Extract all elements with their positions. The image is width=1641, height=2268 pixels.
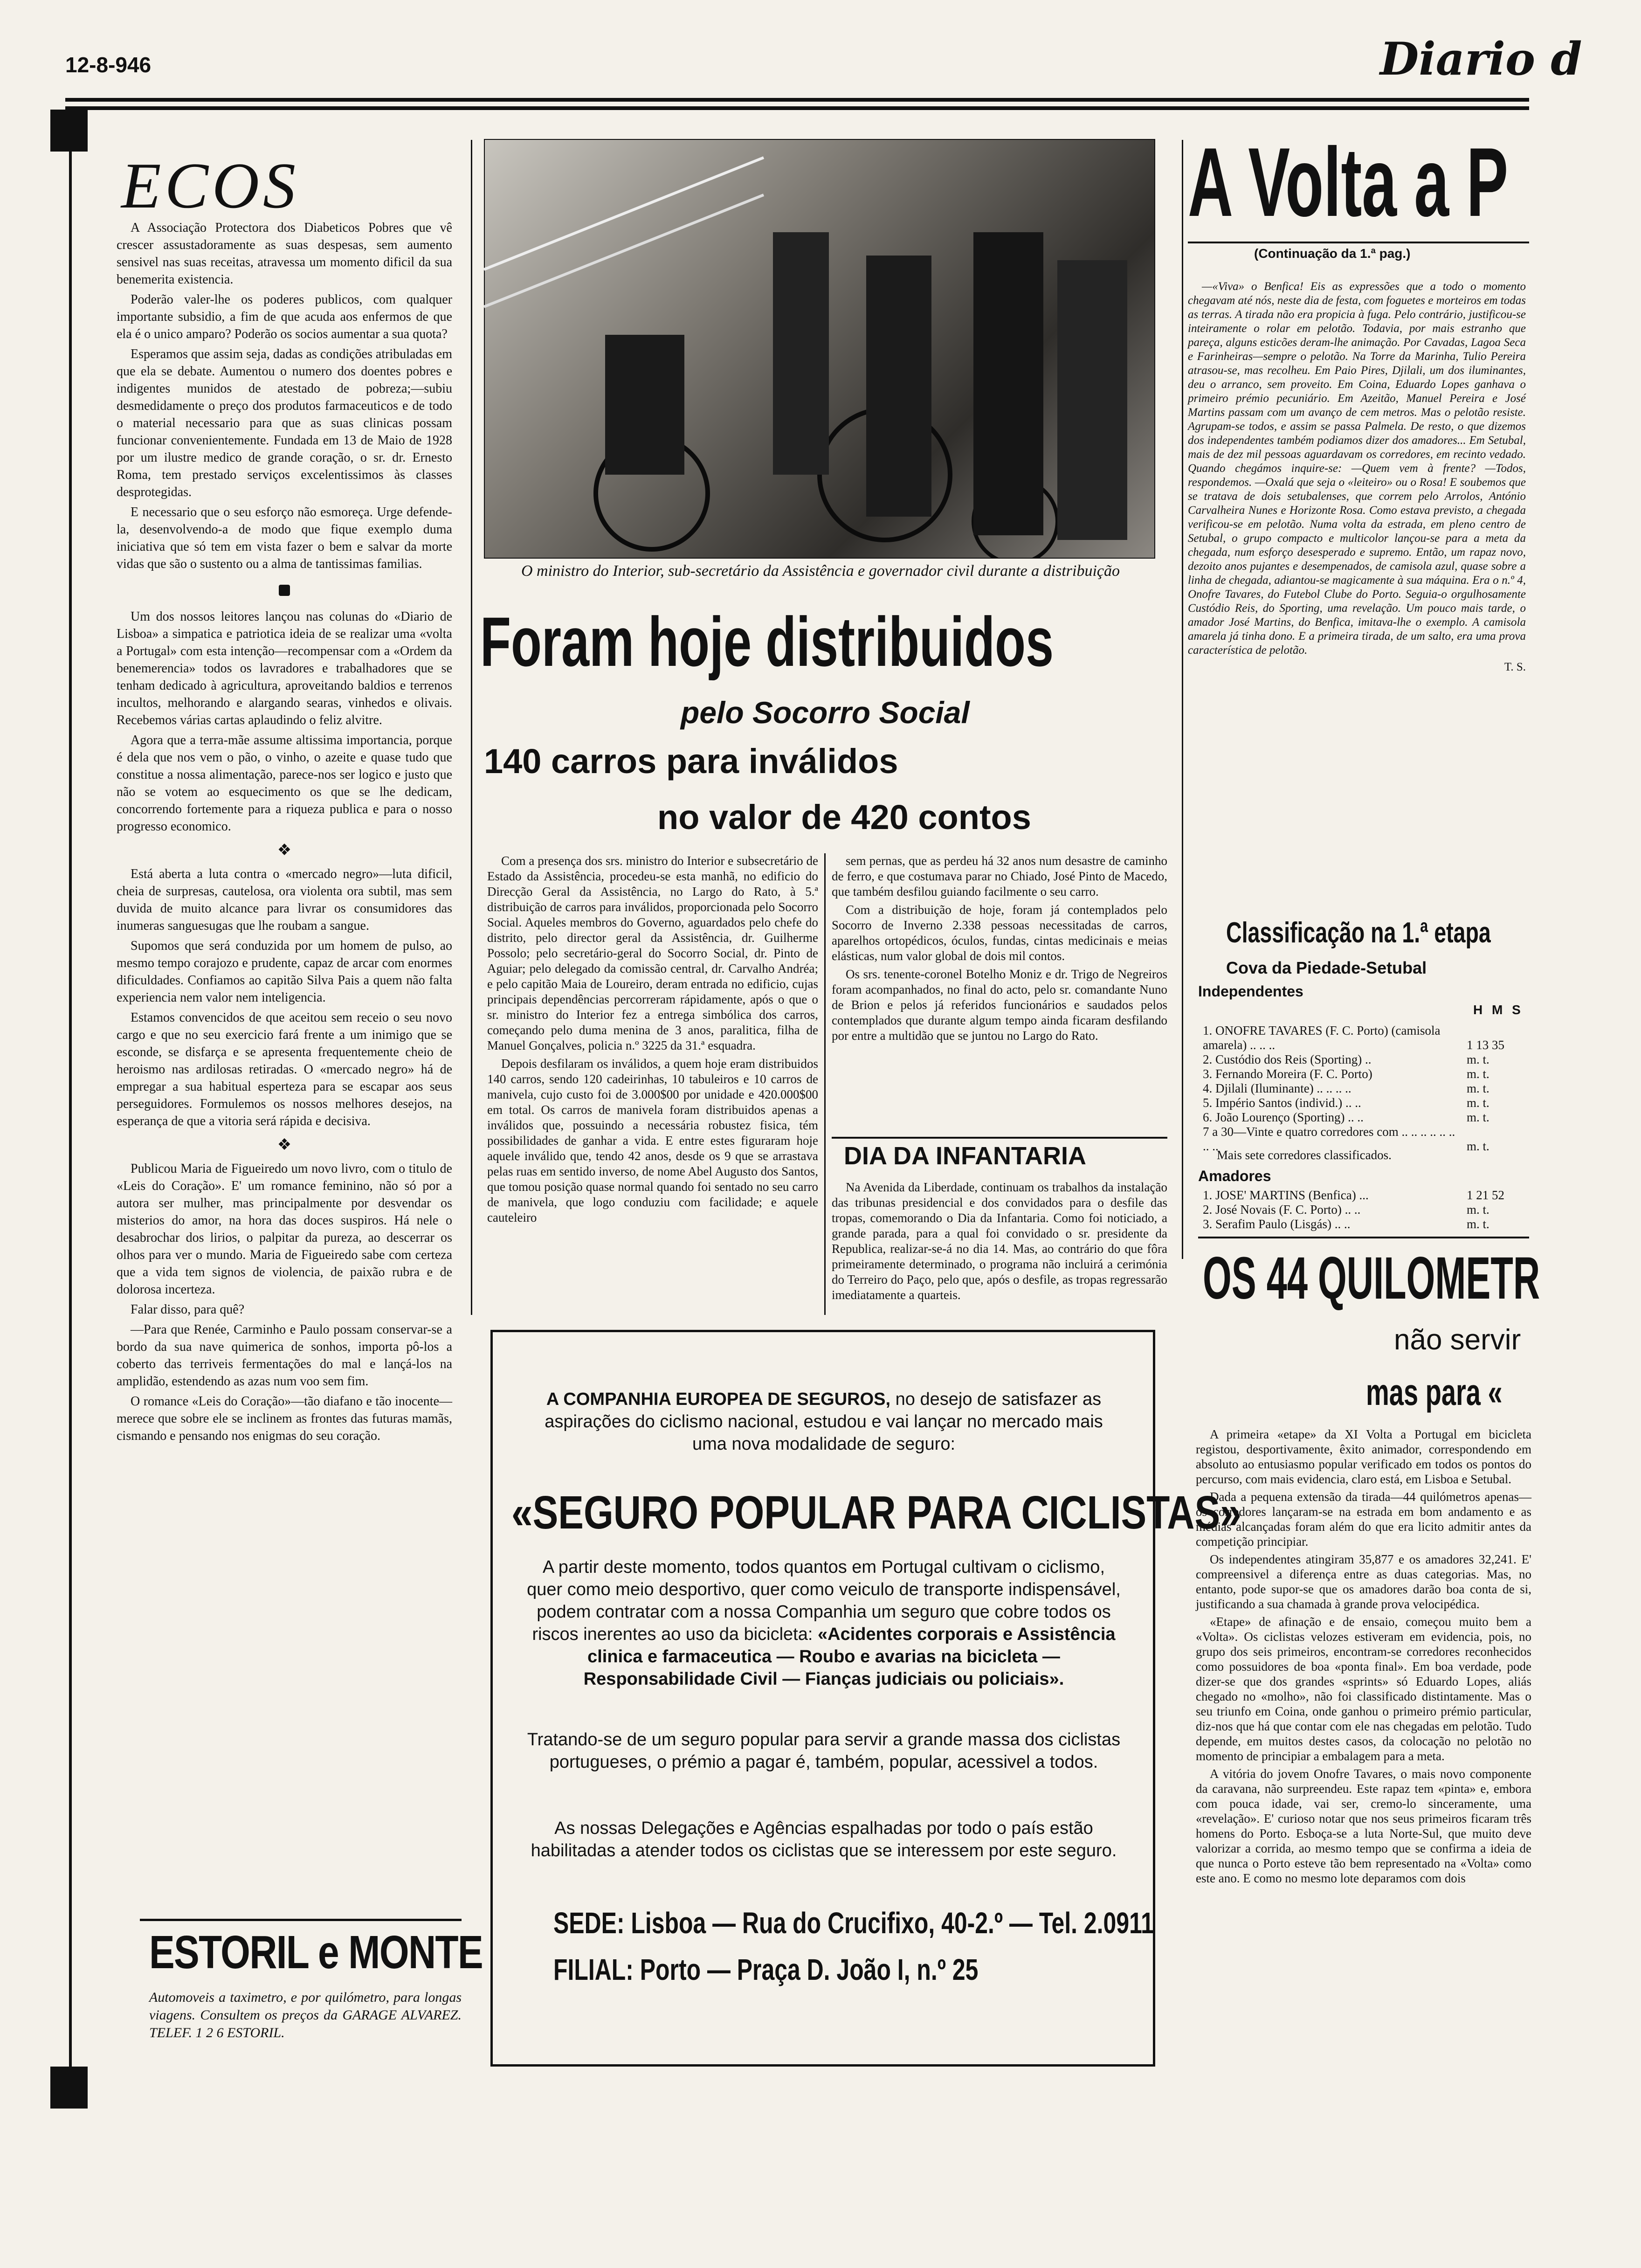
volta-continued: (Continuação da 1.ª pag.): [1254, 246, 1411, 261]
quilometros-sub-1: não servir: [1394, 1324, 1521, 1356]
rider-time: m. t.: [1467, 1139, 1489, 1153]
ecos-paragraph: Falar disso, para quê?: [131, 1302, 245, 1317]
column-divider: [824, 853, 826, 1315]
ecos-paragraph: Publicou Maria de Figueiredo um novo livro, com o titulo de «Leis do Coração». E' um romance feminino, não só por a autora ser mulher, mas principalmente por desvendar os misterios do amor, na hora das doces suspiros. Há nele o desabrochar dos lirios, o palpitar da pureza, ao descerrar os olhos para ver o mundo. Maria de Figueiredo sabe com certeza que a vida tem signos de violencia, de paixão rubra e de dolorosa incerteza.: [117, 1162, 452, 1297]
infantaria-column: [832, 1180, 1167, 1306]
classif-hms: H M S: [1473, 1003, 1524, 1017]
story-paragraph: sem pernas, que as perdeu há 32 anos num desastre de caminho de ferro, e que costumava parar no Chiado, José Pinto de Macedo, que também desfilou guiando facilmente o seu carro.: [832, 854, 1167, 899]
header-rule-top: [65, 98, 1529, 102]
rider-name: 5. Império Santos (individ.) .. ..: [1203, 1096, 1361, 1110]
ecos-paragraph: Agora que a terra-mãe assume altissima importancia, porque é dela que nos vem o pão, o vinho, o azeite e quase tudo que constitue a nossa alimentação, parece-nos ser logico e justo que não se votem ao esquecimento os que se lhe dedicam, concorrendo fortemente para a riqueza publica e para o nosso progresso economico.: [117, 733, 452, 834]
story-paragraph: Com a distribuição de hoje, foram já contemplados pelo Socorro de Inverno 2.338 pessoas necessitadas de carros, aparelhos ortopédicos, óculos, fundas, cintas medicinais e meias elásticas, num valor global de dois mil contos.: [832, 903, 1167, 963]
estoril-ad-text: Automoveis a taximetro, e por quilómetro, para longas viagens. Consultem os preços da GARAGE ALVAREZ. TELEF. 1 2 6 ESTORIL.: [149, 1990, 462, 2040]
table-row: [1203, 1110, 1524, 1125]
volta-column: [1188, 280, 1526, 674]
rider-name: 1. ONOFRE TAVARES (F. C. Porto) (camisola amarela) .. .. ..: [1203, 1023, 1441, 1052]
ecos-column: [117, 219, 452, 1447]
table-row: [1203, 1203, 1524, 1217]
rider-name: 1. JOSE' MARTINS (Benfica) ...: [1203, 1188, 1369, 1202]
rider-name: 6. João Lourenço (Sporting) .. ..: [1203, 1110, 1364, 1124]
ecos-paragraph: Estamos convencidos de que aceitou sem receio o seu novo cargo e que no seu exercicio fará frente a um inimigo que se esconde, se disfarça e se apresenta frequentemente cheio de heroismo nas ardilosas retiradas. O «mercado negro» há de empregar a sua habitual esperteza para se escapar aos seus perseguidores. Formulemos os nossos melhores desejos, na esperança de que a vitoria será rápida e decisiva.: [117, 1010, 452, 1128]
table-row: [1203, 1023, 1524, 1052]
section-bullet: [279, 585, 290, 596]
ecos-paragraph: Supomos que será conduzida por um homem de pulso, ao mesmo tempo corajozo e prudente, capaz de arcar com enormes dificuldades. Confiamos ao capitão Silva Pais a quem não falta experiencia nem valor nem inteligencia.: [117, 939, 452, 1005]
rider-time: m. t.: [1467, 1052, 1489, 1066]
quilometros-title: OS 44 QUILOMETR: [1203, 1245, 1540, 1312]
rider-name: 3. Fernando Moreira (F. C. Porto): [1203, 1067, 1372, 1081]
ecos-paragraph: O romance «Leis do Coração»—tão diafano e tão inocente—merece que sobre ele se inclinem as frontes das futuras mamãs, cismando e pensando nos enigmas do seu coração.: [117, 1394, 452, 1443]
rider-time: m. t.: [1467, 1203, 1489, 1217]
rider-time: m. t.: [1467, 1081, 1489, 1095]
page-date: 12-8-946: [65, 53, 152, 77]
column-divider: [471, 140, 472, 1315]
main-deck-2: no valor de 420 contos: [657, 798, 1031, 837]
quilometros-rule: [1198, 1237, 1529, 1238]
rider-name: 2. Custódio dos Reis (Sporting) ..: [1203, 1052, 1372, 1066]
main-story-col-1: [487, 853, 818, 1228]
photo-caption: O ministro do Interior, sub-secretário da Assistência e governador civil durante a distribuição: [521, 562, 1120, 580]
rider-time: m. t.: [1467, 1217, 1489, 1231]
infantaria-text: Na Avenida da Liberdade, continuam os trabalhos da instalação das tribunas presidencial e dos convidados para o desfile das tropas, comemorando o Dia da Infantaria. Como foi noticiado, a grande parada, para a qual foi convidado o sr. presidente da Republica, realizar-se-á no dia 14. Mas, ao contrário do que fôra primeiramente determinado, o programa não incluirá a cerimónia do Terreiro do Paço, pelo que, após o desfile, as tropas regressarão imediatamente a quarteis.: [832, 1180, 1167, 1302]
ad-sede: SEDE: Lisboa — Rua do Crucifixo, 40-2.º — Tel. 2.0911: [553, 1906, 1154, 1940]
quilometros-paragraph: «Etape» de afinação e de ensaio, começou muito bem a «Volta». Os ciclistas velozes estiveram em evidencia, pois, no grupo dos seis primeiros, encontram-se corredores reconhecidos como possuidores de boa «ponta final». Em boa verdade, pode dizer-se que dos grandes «sprints» só Eduardo Lopes, aliás chegado no «molho», não foi classificado distintamente. Mas o seu triunfo em Coina, onde ganhou o primeiro prémio particular, diz-nos que há que contar com ele nas chegadas em pelotão. Tudo depende, em muitos destes casos, da colocação no pelotão no momento de principiar a embalagem para a meta.: [1196, 1615, 1531, 1763]
table-row: [1203, 1067, 1524, 1081]
ecos-paragraph: E necessario que o seu esforço não esmoreça. Urge defende-la, desenvolvendo-a de modo que fique exemplo duma iniciativa que só tem em vista fazer o bem e salvar da morte vidas que são o sustento ou a alma de tantissimas familias.: [117, 505, 452, 571]
ad-body-3: As nossas Delegações e Agências espalhadas por todo o país estão habilitadas a atender todos os ciclistas que se interessem por este seguro.: [531, 1819, 1117, 1860]
table-row: [1203, 1096, 1524, 1110]
ecos-paragraph: —Para que Renée, Carminho e Paulo possam conservar-se a bordo da sua nave quimerica de sonhos, importa pô-los a coberto das terriveis fermentações do mal e lançá-los na amplidão, estendendo as azas num voo sem fim.: [117, 1322, 452, 1389]
ecos-paragraph: A Associação Protectora dos Diabeticos Pobres que vê crescer assustadoramente as suas despesas, sem aumento sensivel nas suas receitas, atravessa um momento dificil da sua benemerita existencia.: [117, 221, 452, 287]
volta-signature: T. S.: [1504, 661, 1526, 673]
rider-time: 1 21 52: [1467, 1188, 1504, 1202]
quilometros-paragraph: Dada a pequena extensão da tirada—44 quilómetros apenas—os corredores lançaram-se na estrada em bom andamento e as médias alcançadas foram além do que era licito admitir antes da competição principiar.: [1196, 1490, 1531, 1549]
classif-amad-table: [1203, 1188, 1524, 1231]
estoril-rule: [140, 1919, 462, 1921]
volta-text: —«Viva» o Benfica! Eis as expressões que a todo o momento chegavam até nós, neste dia de festa, com foguetes e morteiros em todas as terras. A tirada não era propicia à fuga. Pelo contrário, justificou-se inteiramente o rolar em pelotão. Todavia, por mais estranho que pareça, alguns esticões deram-lhe animação. Por Cavadas, Lagoa Seca e Farinheiras—sempre o pelotão. Na Torre da Marinha, Tulio Pereira atrasou-se, mas recolheu. Em Paio Pires, Djilali, um dos iluminantes, deu o arranco, sem proveito. Em Coina, Eduardo Lopes ganhava o primeiro prémio pecuniário. Em Azeitão, Manuel Pereira e José Martins passam com um avanço de cem metros. Mas o pelotão resiste. Agrupam-se todos, e assim se passa Palmela. De resto, o que dizemos dos independentes também podiamos dizer dos amadores... Em Setubal, mais de dez mil pessoas aguardavam os corredores, em recinto vedado. Quando chegámos inquire-se: —Quem vem à frente? —Todos, respondemos. —Oxalá que seja o «leiteiro» ou o Rosa! E soubemos que se tratava de dois setubalenses, que correm pelo Arrolos, António Carvalheira Nunes e Horizonte Rosa. Como estava previsto, a chegada verificou-se em pelotão. Numa volta da estrada, em pleno centro de Setubal, o grupo compacto e multicolor lançou-se para a meta da chegada, num esforço desesperado e supremo. Então, um rapaz novo, dezoito anos pujantes e desempenados, de camisola azul, quase sobre a linha de chegada, adiantou-se magicamente à sua máquina. Era o n.º 4, Onofre Tavares, do Futebol Clube do Porto. Seguia-o orgulhosamente Custódio Reis, do Sporting, uma revelação. Um pouco mais tarde, o amador José Martins, do Benfica, imitava-lhe o exemplo. A camisola amarela já tinha dono. E a primeira tirada, de um salto, era uma prova característica de pelotão.: [1188, 280, 1526, 657]
ecos-paragraph: Um dos nossos leitores lançou nas colunas do «Diario de Lisboa» a simpatica e patriotica ideia de se realizar uma «volta a Portugal» com esta intenção—recompensar com a «Ordem da benemerencia» todos os lavradores e trabalhadores que se tenham dedicado à agricultura, aproveitando baldios e terrenos incultos, melhorando e alargando searas, vinhedos e olivais. Recebemos várias cartas aplaudindo o feliz alvitre.: [117, 609, 452, 727]
ad-body-1: [525, 1556, 1122, 1690]
infantaria-rule: [832, 1137, 1167, 1139]
masthead: Diario d: [1380, 33, 1582, 85]
quilometros-paragraph: A primeira «etape» da XI Volta a Portugal em bicicleta registou, desportivamente, êxito animador, correspondendo em absoluto ao entusiasmo popular verificado em todos os pontos do percurso, com mais evidencia, claro está, em Lisboa e Setubal.: [1196, 1427, 1531, 1486]
classif-more: Mais sete corredores classificados.: [1217, 1148, 1392, 1162]
classif-indep-label: Independentes: [1198, 983, 1303, 1000]
table-row: [1203, 1188, 1524, 1203]
quilometros-column: [1196, 1427, 1531, 1888]
classif-title: Classificação na 1.ª etapa: [1226, 917, 1491, 949]
ad-intro: [530, 1388, 1117, 1455]
classif-subtitle: Cova da Piedade-Setubal: [1226, 958, 1427, 977]
insurance-ad-box: [490, 1330, 1241, 2067]
rider-time: m. t.: [1467, 1067, 1489, 1081]
main-subhead: pelo Socorro Social: [681, 695, 970, 730]
story-paragraph: Depois desfilaram os inválidos, a quem hoje eram distribuidos 140 carros, sendo 120 cadeirinhas, 10 tabuleiros e 10 carros de manivela, cujo custo foi de 3.000$00 por unidade e 420.000$00 em total. Os carros de manivela foram distribuidos apenas a inválidos que, possuindo a necessária robustez fisica, tém possibilidades de ganhar a vida. E entre estes figuraram hoje aquele inválido que, tendo 42 anos, desde os 9 que se arrastava pelas ruas em sentido inverso, de nome Abel Augusto dos Santos, que tomou posição quase normal quando foi sentado no seu carro de manivela, que logo conduziu com facilidade; e aquele cauteleiro: [487, 1057, 818, 1224]
classif-indep-table: [1203, 1023, 1524, 1154]
estoril-ad-title: ESTORIL e MONTE: [149, 1926, 483, 1978]
quilometros-paragraph: A vitória do jovem Onofre Tavares, o mais novo componente da caravana, não surpreendeu. Este rapaz tem «pinta» e, embora com pouca idade, vai ser, cremo-lo sinceramente, uma «revelação». E' curioso notar que nos seus primeiros ficaram três homens do Porto. Esboça-se a luta Norte-Sul, que muito deve valorizar a corrida, ao mesmo tempo que se confirma a ideia de que nunca o Porto esteve tão bem representado na «Volta» como este ano. E como no mesmo lote deparamos com dois: [1196, 1767, 1531, 1885]
ecos-title: ECOS: [121, 150, 299, 222]
ad-intro-text: no desejo de satisfazer as aspirações do ciclismo nacional, estudou e vai lançar no mercado mais uma nova modalidade de seguro:: [545, 1390, 1103, 1454]
rider-time: m. t.: [1467, 1110, 1489, 1124]
ecos-paragraph: Esperamos que assim seja, dadas as condições atribuladas em que ela se debate. Aumentou o numero dos doentes pobres e indigentes munidos de atestado de pobreza;—subiu desmedidamente o preço dos produtos farmaceuticos e de todo o material necessario para que as suas clinicas possam funcionar convenientemente. Fundada em 13 de Maio de 1928 por um ilustre medico de grande coração, o sr. dr. Ernesto Roma, tem prestado serviços excelentissimos às classes desprotegidas.: [117, 347, 452, 499]
table-row: [1203, 1217, 1524, 1231]
ad-filial: FILIAL: Porto — Praça D. João I, n.º 25: [553, 1953, 979, 1986]
classif-amad-label: Amadores: [1198, 1168, 1271, 1184]
rider-time: m. t.: [1467, 1096, 1489, 1110]
ad-body-2: Tratando-se de um seguro popular para servir a grande massa dos ciclistas portugueses, o prémio a pagar é, também, popular, acessivel a todos.: [527, 1730, 1121, 1772]
story-paragraph: Com a presença dos srs. ministro do Interior e subsecretário de Estado da Assistência, procedeu-se esta manhã, no edificio do Direcção Geral da Assistência, no Largo do Rato, à 5.ª distribuição de carros para inválidos, proporcionada pelo Socorro Social. Aqueles membros do Governo, aguardados pelo chefe do distrito, pelo director geral da Assistência, dr. Guilherme Possolo; pelo secretário-geral do Socorro Social, dr. Pinto de Aguiar; pelo delegado da comissão central, dr. Carvalho Andréa; e pelo capitão Maia de Loureiro, deram entrada no edificio, cujas principais dependências percorreram rápidamente, após o que o sr. ministro do Interior fez a entrega simbólica dos carros, começando pelo duma menina de 3 anos, paralitica, filha de Manuel Gonçalves, policia n.º 3225 da 31.ª esquadra.: [487, 854, 818, 1052]
volta-title: A Volta a P: [1188, 127, 1509, 237]
ornament-icon: ❖: [277, 842, 292, 859]
photo-illustration: [484, 139, 1155, 559]
rider-name: 7 a 30—Vinte e quatro corredores com .. .. .. .. .. .. .. ..: [1203, 1125, 1455, 1153]
ecos-paragraph: Está aberta a luta contra o «mercado negro»—luta dificil, cheia de surpresas, cautelosa, ora violenta ora subtil, mas sem duvida de muito alcance para livrar os consumidores das inumeras sanguesugas que lhe roubam a sangue.: [117, 867, 452, 933]
ecos-paragraph: Poderão valer-lhe os poderes publicos, com qualquer importante subsidio, a fim de que acuda aos enfermos de que ela é o unico amparo? Poderão os socios aumentar a sua quota?: [117, 292, 452, 341]
rider-name: 4. Djilali (Iluminante) .. .. .. ..: [1203, 1081, 1351, 1095]
news-photo: [484, 139, 1155, 559]
table-row: [1203, 1052, 1524, 1067]
table-row: [1203, 1081, 1524, 1096]
main-story-col-2: [832, 853, 1167, 1046]
quilometros-sub-2: mas para «: [1366, 1371, 1503, 1413]
header-rule-bottom: [65, 106, 1529, 110]
volta-rule: [1188, 242, 1529, 243]
left-margin-rule: [69, 140, 72, 2075]
ad-title: «SEGURO POPULAR PARA CICLISTAS»: [511, 1487, 1241, 1539]
main-deck-1: 140 carros para inválidos: [484, 742, 898, 781]
rider-time: 1 13 35: [1467, 1038, 1504, 1052]
ad-body-1-bold: «Acidentes corporais e Assistência clinica e farmaceutica — Roubo e avarias na bicicleta — Responsabilidade Civil — Fianças judiciais ou policiais».: [583, 1625, 1116, 1689]
infantaria-title: DIA DA INFANTARIA: [844, 1142, 1086, 1170]
ornament-icon: ❖: [277, 1136, 292, 1154]
ad-company-name: A COMPANHIA EUROPEA DE SEGUROS,: [546, 1390, 891, 1409]
quilometros-paragraph: Os independentes atingiram 35,877 e os amadores 32,241. E' compreensivel a diferença entre as duas categorias. Mas, no entanto, pode supor-se que os amadores darão boa conta de si, justificando a sua chamada à grande prova velocipédica.: [1196, 1552, 1531, 1611]
rider-name: 3. Serafim Paulo (Lisgás) .. ..: [1203, 1217, 1351, 1231]
main-headline: Foram hoje distribuidos: [480, 602, 1054, 681]
ad-body-1-text: A partir deste momento, todos quantos em Portugal cultivam o ciclismo, quer como meio desportivo, quer como veiculo de transporte indispensável, podem contratar com a nossa Companhia um seguro que cobre todos os riscos inerentes ao uso da bicicleta:: [527, 1557, 1121, 1644]
rider-name: 2. José Novais (F. C. Porto) .. ..: [1203, 1203, 1361, 1217]
story-paragraph: Os srs. tenente-coronel Botelho Moniz e dr. Trigo de Negreiros foram acompanhados, no final do acto, pelo sr. comandante Nuno de Brion e pelos já referidos funcionários e saudados pelos contemplados que durante algum tempo ainda ficaram desfilando por entre a multidão que se juntou no Largo do Rato.: [832, 967, 1167, 1043]
column-divider: [1182, 140, 1183, 1259]
